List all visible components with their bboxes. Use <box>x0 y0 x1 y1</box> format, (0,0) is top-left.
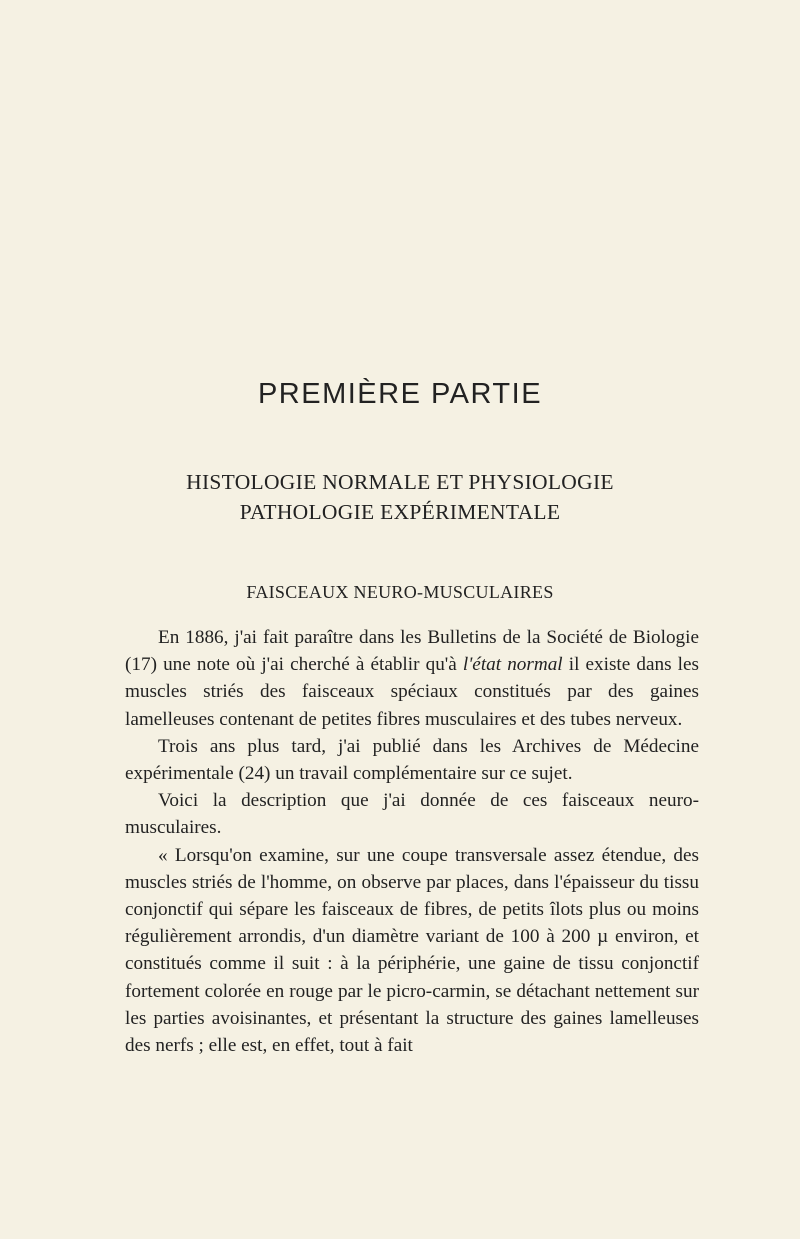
paragraph-1 <box>125 624 699 733</box>
subtitle-line-1: HISTOLOGIE NORMALE ET PHYSIOLOGIE <box>186 470 614 494</box>
body-text <box>125 624 699 1059</box>
paragraph-1-part-a: En 1886, j'ai fait paraître dans les Bulletins de la Société de Biologie (17) une note où j'ai cherché à établir qu'à <box>125 627 699 676</box>
paragraph-3: Voici la description que j'ai donnée de ces faisceaux neuro-musculaires. <box>125 790 699 839</box>
part-title: PREMIÈRE PARTIE <box>257 378 543 410</box>
paragraph-1-part-b: il existe dans les muscles striés des faisceaux spéciaux constitués par des gaines lamelleuses contenant de petites fibres musculaires et des tubes nerveux. <box>125 654 699 730</box>
subtitle-line-2: PATHOLOGIE EXPÉRIMENTALE <box>239 500 561 524</box>
paragraph-1-italic: l'état normal <box>462 654 563 676</box>
paragraph-2: Trois ans plus tard, j'ai publié dans les Archives de Médecine expérimentale (24) un travail complémentaire sur ce sujet. <box>125 735 699 785</box>
section-title: FAISCEAUX NEURO-MUSCULAIRES <box>246 582 554 602</box>
paragraph-4: « Lorsqu'on examine, sur une coupe transversale assez étendue, des muscles striés de l'homme, on observe par places, dans l'épaisseur du tissu conjonctif qui sépare les faisceaux de fibres, de petits îlots plus ou moins régulièrement arrondis, d'un diamètre variant de 100 à 200 µ environ, et constitués comme il suit : à la périphérie, une gaine de tissu conjonctif fortement colorée en rouge par le picro-carmin, se détachant nettement sur les parties avoisinantes, et présentant la structure des gaines lamelleuses des nerfs ; elle est, en effet, tout à fait <box>125 844 699 1057</box>
